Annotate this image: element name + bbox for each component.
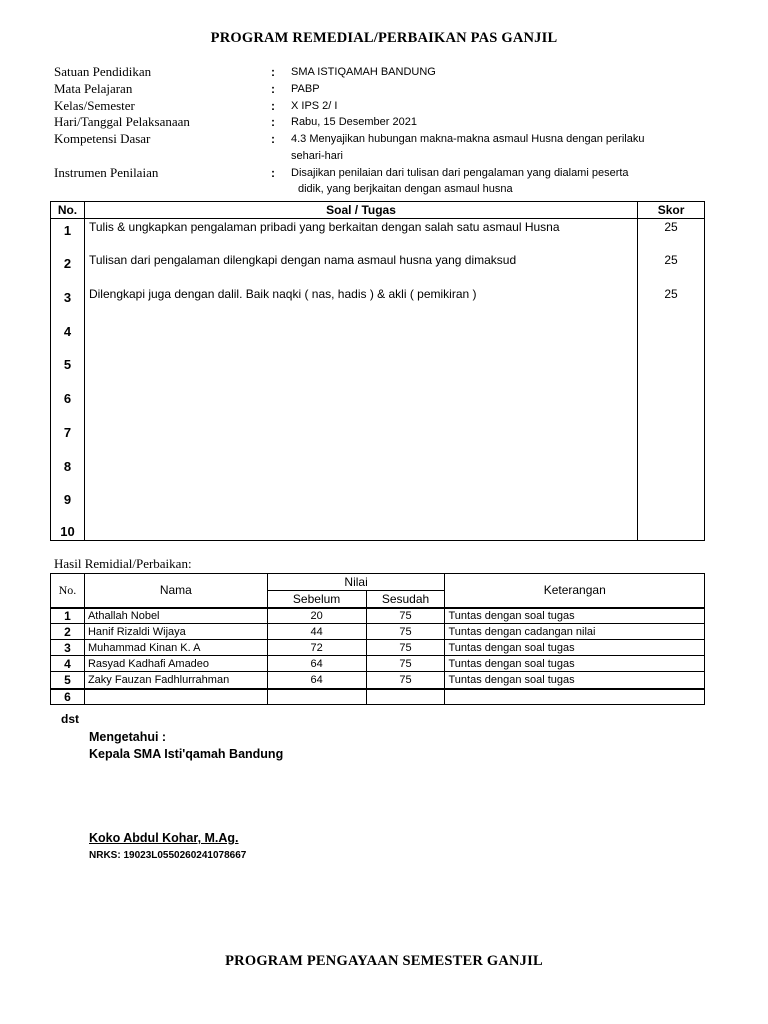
info-colon: : xyxy=(271,82,275,96)
info-colon: : xyxy=(271,166,275,180)
row-task xyxy=(84,340,637,373)
info-value-instrumen-line2: didik, yang berjkaitan dengan asmaul husna xyxy=(298,183,513,195)
row-sebelum: 72 xyxy=(267,640,366,656)
info-value-kompetensi-line2: sehari-hari xyxy=(291,150,343,162)
row-skor: 25 xyxy=(638,219,705,239)
header-no: No. xyxy=(51,574,85,608)
mengetahui-label: Mengetahui : xyxy=(89,730,167,744)
row-task: Tulisan dari pengalaman dilengkapi dengan nama asmaul husna yang dimaksud xyxy=(84,239,637,272)
dst-label: dst xyxy=(61,712,79,726)
row-skor xyxy=(638,407,705,441)
row-sesudah: 75 xyxy=(366,672,445,689)
row-sebelum: 64 xyxy=(267,672,366,689)
row-sebelum xyxy=(267,689,366,705)
hasil-header-row xyxy=(51,574,705,591)
table-row xyxy=(51,656,705,672)
header-keterangan: Keterangan xyxy=(445,574,705,608)
row-keterangan: Tuntas dengan cadangan nilai xyxy=(445,624,705,640)
row-sesudah: 75 xyxy=(366,624,445,640)
row-skor xyxy=(638,373,705,407)
row-no: 7 xyxy=(51,407,85,441)
header-nama: Nama xyxy=(84,574,267,608)
row-keterangan xyxy=(445,689,705,705)
soal-table-header xyxy=(51,202,705,219)
row-nama: Muhammad Kinan K. A xyxy=(84,640,267,656)
row-skor xyxy=(638,306,705,340)
table-row xyxy=(51,239,705,272)
table-row xyxy=(51,689,705,705)
info-colon: : xyxy=(271,115,275,129)
info-colon: : xyxy=(271,99,275,113)
row-keterangan: Tuntas dengan soal tugas xyxy=(445,640,705,656)
header-nilai: Nilai xyxy=(267,574,445,591)
table-row xyxy=(51,608,705,624)
header-sesudah: Sesudah xyxy=(366,591,445,608)
table-row xyxy=(51,508,705,541)
row-keterangan: Tuntas dengan soal tugas xyxy=(445,672,705,689)
row-no: 1 xyxy=(51,608,85,624)
table-row xyxy=(51,340,705,373)
row-task xyxy=(84,508,637,541)
header-skor: Skor xyxy=(638,202,705,219)
row-nama: Hanif Rizaldi Wijaya xyxy=(84,624,267,640)
row-no: 4 xyxy=(51,656,85,672)
row-no: 5 xyxy=(51,672,85,689)
info-label-kompetensi: Kompetensi Dasar xyxy=(54,131,151,146)
signatory-nrks: NRKS: 19023L0550260241078667 xyxy=(89,850,247,861)
row-no: 9 xyxy=(51,475,85,508)
table-row xyxy=(51,672,705,689)
row-nama: Rasyad Kadhafi Amadeo xyxy=(84,656,267,672)
row-no: 6 xyxy=(51,373,85,407)
info-colon: : xyxy=(271,65,275,79)
info-value-kompetensi: 4.3 Menyajikan hubungan makna-makna asmaul Husna dengan perilaku xyxy=(291,133,645,145)
info-value-satuan: SMA ISTIQAMAH BANDUNG xyxy=(291,66,436,78)
row-task xyxy=(84,407,637,441)
header-sebelum: Sebelum xyxy=(267,591,366,608)
table-row xyxy=(51,373,705,407)
info-value-kelas: X IPS 2/ I xyxy=(291,100,338,112)
row-skor xyxy=(638,475,705,508)
row-skor: 25 xyxy=(638,239,705,272)
row-no: 5 xyxy=(51,340,85,373)
row-task xyxy=(84,306,637,340)
row-sebelum: 20 xyxy=(267,608,366,624)
row-nama xyxy=(84,689,267,705)
info-value-instrumen: Disajikan penilaian dari tulisan dari pengalaman yang dialami peserta xyxy=(291,167,629,179)
row-skor xyxy=(638,340,705,373)
row-sesudah: 75 xyxy=(366,656,445,672)
table-row xyxy=(51,624,705,640)
row-task xyxy=(84,475,637,508)
row-no: 6 xyxy=(51,689,85,705)
soal-table xyxy=(50,201,705,541)
footer-title: PROGRAM PENGAYAAN SEMESTER GANJIL xyxy=(225,953,543,969)
row-no: 1 xyxy=(51,219,85,239)
row-nama: Zaky Fauzan Fadhlurrahman xyxy=(84,672,267,689)
table-row xyxy=(51,441,705,475)
row-task xyxy=(84,373,637,407)
info-label-mapel: Mata Pelajaran xyxy=(54,81,133,96)
row-skor xyxy=(638,508,705,541)
info-label-tanggal: Hari/Tanggal Pelaksanaan xyxy=(54,114,190,129)
row-sebelum: 64 xyxy=(267,656,366,672)
row-nama: Athallah Nobel xyxy=(84,608,267,624)
row-task xyxy=(84,441,637,475)
table-row xyxy=(51,306,705,340)
row-task: Dilengkapi juga dengan dalil. Baik naqki ( nas, hadis ) & akli ( pemikiran ) xyxy=(84,272,637,306)
row-no: 2 xyxy=(51,624,85,640)
info-label-satuan: Satuan Pendidikan xyxy=(54,64,152,79)
row-sesudah xyxy=(366,689,445,705)
hasil-label: Hasil Remidial/Perbaikan: xyxy=(54,556,192,571)
row-keterangan: Tuntas dengan soal tugas xyxy=(445,656,705,672)
row-skor: 25 xyxy=(638,272,705,306)
row-no: 3 xyxy=(51,640,85,656)
row-task: Tulis & ungkapkan pengalaman pribadi yang berkaitan dengan salah satu asmaul Husna xyxy=(84,219,637,239)
table-row xyxy=(51,272,705,306)
row-sesudah: 75 xyxy=(366,640,445,656)
row-keterangan: Tuntas dengan soal tugas xyxy=(445,608,705,624)
row-sesudah: 75 xyxy=(366,608,445,624)
row-no: 4 xyxy=(51,306,85,340)
jabatan-label: Kepala SMA Isti'qamah Bandung xyxy=(89,747,284,761)
info-label-instrumen: Instrumen Penilaian xyxy=(54,165,159,180)
hasil-table xyxy=(50,573,705,705)
table-row xyxy=(51,219,705,239)
info-value-mapel: PABP xyxy=(291,83,320,95)
table-row xyxy=(51,407,705,441)
row-no: 10 xyxy=(51,508,85,541)
row-sebelum: 44 xyxy=(267,624,366,640)
row-no: 8 xyxy=(51,441,85,475)
table-row xyxy=(51,640,705,656)
info-colon: : xyxy=(271,132,275,146)
signatory-name: Koko Abdul Kohar, M.Ag. xyxy=(89,831,239,845)
document-title: PROGRAM REMEDIAL/PERBAIKAN PAS GANJIL xyxy=(210,30,558,46)
row-skor xyxy=(638,441,705,475)
info-label-kelas: Kelas/Semester xyxy=(54,98,135,113)
row-no: 2 xyxy=(51,239,85,272)
header-soal: Soal / Tugas xyxy=(84,202,637,219)
info-value-tanggal: Rabu, 15 Desember 2021 xyxy=(291,116,417,128)
row-no: 3 xyxy=(51,272,85,306)
header-no: No. xyxy=(51,202,85,219)
table-row xyxy=(51,475,705,508)
